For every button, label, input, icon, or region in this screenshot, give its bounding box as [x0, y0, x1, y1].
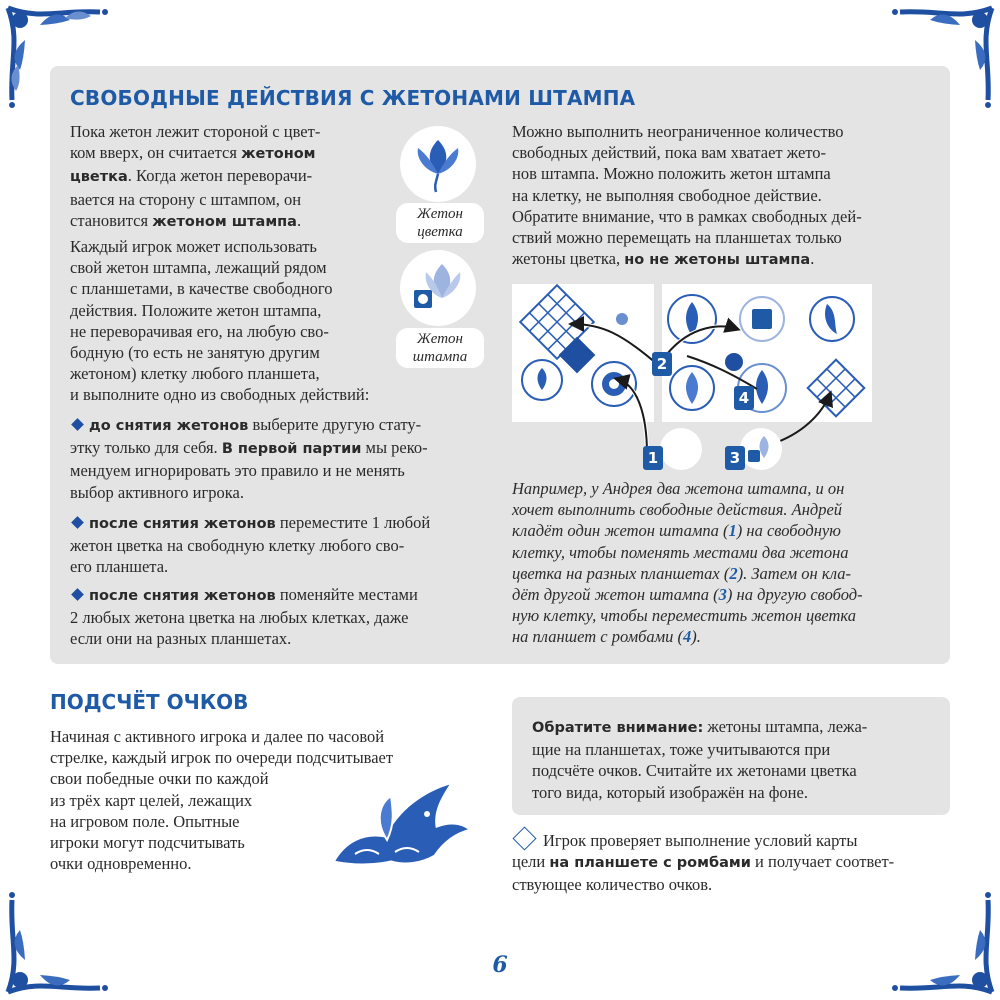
diamond-bullet-icon — [71, 516, 84, 529]
flower-token-label: Жетон цветка — [396, 203, 484, 243]
page-number: 6 — [492, 952, 508, 978]
bird-ornament-icon — [325, 770, 475, 870]
flower-icon — [400, 126, 476, 202]
stamp-token — [400, 250, 476, 326]
diamond-outline-icon — [512, 826, 536, 850]
marker-2: 2 — [652, 352, 672, 376]
scoring-paragraph: Начиная с активного игрока и далее по часовой стрелке, каждый игрок по очереди подсчитывает свои победные очки по каждой из трёх карт целей, лежащих на игровом поле. Опытные игроки могут подсчитывать очки одновременно. — [50, 727, 394, 874]
intro-paragraph: Пока жетон лежит стороной с цвет- ком вверх, он считается жетоном цветка. Когда жетон переворачи- вается на сторону с штампом, он становится жетоном штампа. — [70, 122, 321, 230]
stamp-token-photo-3 — [740, 428, 782, 470]
corner-ornament-icon — [0, 870, 130, 1000]
stamp-token-photo-1 — [660, 428, 702, 470]
bullet-after-removal-swap: после снятия жетонов поменяйте местами 2 любых жетона цветка на любых клетках, даже если они на разных планшетах. — [70, 585, 418, 649]
right-column-paragraph: Можно выполнить неограниченное количество свободных действий, пока вам хватает жето- нов штампа. Можно положить жетон штампа на клетку, не выполняя свободное действие. Обратите внимание, что в рамках свободных дей- ствий можно перемещать на планшетах только жетоны цветка, но не жетоны штампа. — [512, 122, 862, 269]
flower-token — [400, 126, 476, 202]
bullet-before-removal: до снятия жетонов выберите другую стату- этку только для себя. В первой партии мы реко- мендуем игнорировать это правило и не менять выбор активного игрока. — [70, 415, 428, 502]
scoring-note-text: Обратите внимание: жетоны штампа, лежа- щие на планшетах, тоже учитываются при подсчёте очков. Считайте их жетонами цветка того вида, который изображён на фоне. — [532, 717, 868, 802]
section-title-free-actions: СВОБОДНЫЕ ДЕЙСТВИЯ С ЖЕТОНАМИ ШТАМПА — [70, 86, 636, 110]
diamond-board-rule: Игрок проверяет выполнение условий карты цели на планшете с ромбами и получает соответ- ствующее количество очков. — [512, 830, 894, 896]
marker-3: 3 — [725, 446, 745, 470]
marker-4: 4 — [734, 386, 754, 410]
marker-1: 1 — [643, 446, 663, 470]
stamp-token-label: Жетон штампа — [396, 328, 484, 368]
section-title-scoring: ПОДСЧЁТ ОЧКОВ — [50, 690, 249, 714]
diamond-bullet-icon — [71, 418, 84, 431]
diamond-bullet-icon — [71, 588, 84, 601]
stamp-flower-icon — [400, 250, 476, 326]
bullet-after-removal-move: после снятия жетонов переместите 1 любой жетон цветка на свободную клетку любого сво- его планшета. — [70, 513, 431, 577]
stamp-usage-paragraph: Каждый игрок может использовать свой жетон штампа, лежащий рядом с планшетами, в качестве свободного действия. Положите жетон штампа, не переворачивая его, на любую сво- бодную (то есть не занятую другим жетоном) клетку любого планшета, и выполните одно из свободных действий: — [70, 237, 370, 405]
example-paragraph: Например, у Андрея два жетона штампа, и он хочет выполнить свободные действия. Андрей кладёт один жетон штампа (1) на свободную клетку, чтобы поменять местами два жетона цветка на разных планшетах (2). Затем он кла- дёт другой жетон штампа (3) на другую свобод- ную клетку, чтобы переместить жетон цветка на планшет с ромбами (4). — [512, 479, 863, 647]
